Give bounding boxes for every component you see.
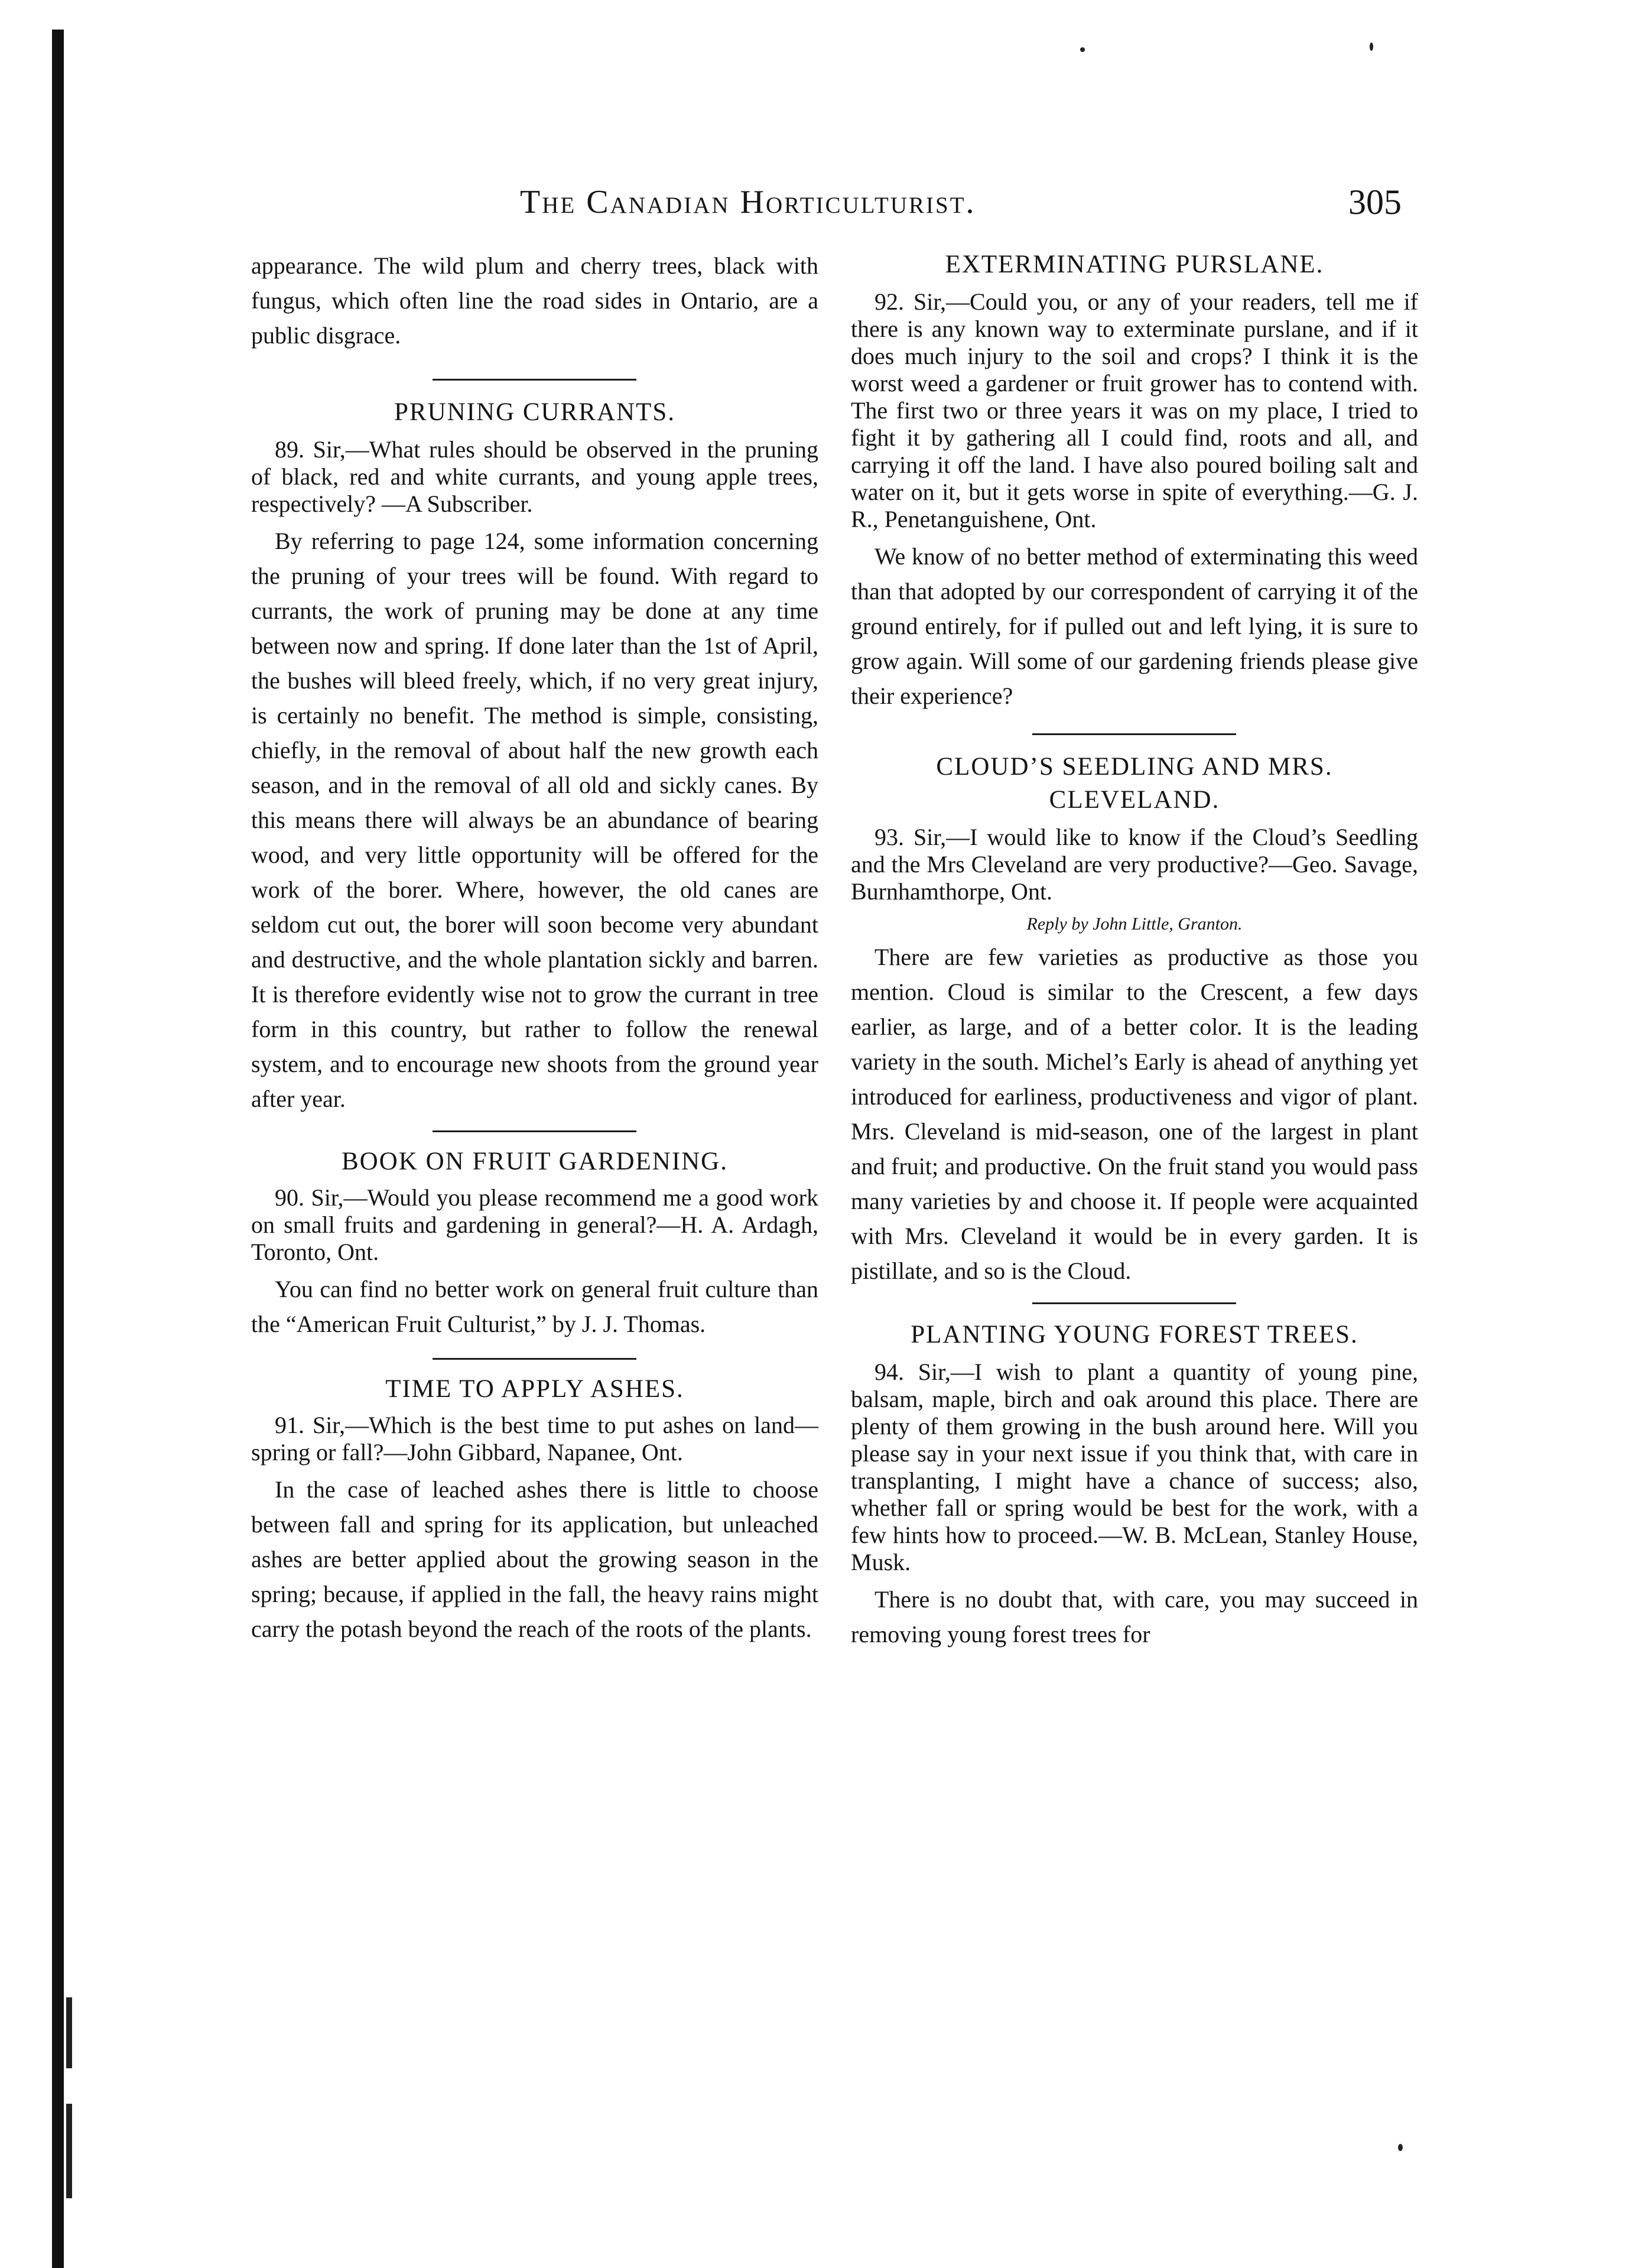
binding-edge [52, 30, 64, 2268]
section-heading: PRUNING CURRANTS. [394, 398, 675, 426]
reply-attribution: Reply by John Little, Granton. [1026, 914, 1243, 934]
query-letter: 89. Sir,—What rules should be observed in the pruning of black, red and white currants, and young apple trees, respectively? —A Subscriber. [251, 436, 818, 517]
answer-paragraph: In the case of leached ashes there is little to choose between fall and spring for its application, but unleached ashes are better applied about the growing season in the spring; because, if applied in the fall, the heavy rains might carry the potash beyond the reach of the roots of the plants. [251, 1476, 818, 1642]
answer-paragraph: There is no doubt that, with care, you may succeed in removing young forest trees for [851, 1586, 1418, 1648]
query-letter: 91. Sir,—Which is the best time to put ashes on land—spring or fall?—John Gibbard, Napanee, Ont. [251, 1412, 818, 1466]
query-letter: 94. Sir,—I wish to plant a quantity of young pine, balsam, maple, birch and oak around this place. There are plenty of them growing in the bush around here. Will you please say in your next issue if you think that, with care in transplanting, I might have a chance of success; also, whether fall or spring would be best for the work, with a few hints how to proceed.—W. B. McLean, Stanley House, Musk. [851, 1359, 1418, 1575]
answer-paragraph: There are few varieties as productive as those you mention. Cloud is similar to the Crescent, a few days earlier, as large, and of a better color. It is the leading variety in the south. Michel’s Early is ahead of anything yet introduced for earliness, productiveness and vigor of plant. Mrs. Cleveland is mid-season, one of the largest in plant and fruit; and productive. On the fruit stand you would pass many varieties by and choose it. If people were acquainted with Mrs. Cleveland it would be in every garden. It is pistillate, and so is the Cloud. [851, 944, 1418, 1284]
answer-paragraph: By referring to page 124, some information concerning the pruning of your trees will be found. With regard to currants, the work of pruning may be done at any time between now and spring. If done later than the 1st of April, the bushes will bleed freely, which, if no very great injury, is certainly no benefit. The method is simple, consisting, chiefly, in the removal of about half the new growth each season, and in the removal of all old and sickly canes. By this means there will always be an abundance of bearing wood, and very little opportunity will be offered for the work of the borer. Where, however, the old canes are seldom cut out, the borer will soon become very abundant and destructive, and the whole plantation sickly and barren. It is therefore evidently wise not to grow the currant in tree form in this country, but rather to follow the renewal system, and to encourage new shoots from the ground year after year. [251, 528, 818, 1112]
answer-paragraph: You can find no better work on general fruit culture than the “American Fruit Culturist,” by J. J. Thomas. [251, 1276, 818, 1337]
ink-speck [1080, 47, 1085, 52]
section-heading: BOOK ON FRUIT GARDENING. [342, 1148, 728, 1175]
section-divider [433, 1130, 636, 1132]
section-divider [1032, 733, 1236, 735]
ink-speck [1398, 2144, 1403, 2151]
left-column [251, 248, 818, 1646]
section-divider [433, 1358, 636, 1360]
binding-fragment [66, 1997, 72, 2068]
intro-paragraph: appearance. The wild plum and cherry trees, black with fungus, which often line the road sides in Ontario, are a public disgrace. [251, 252, 818, 349]
query-letter: 92. Sir,—Could you, or any of your readers, tell me if there is any known way to exterminate purslane, and if it does much injury to the soil and crops? I think it is the worst weed a gardener or fruit grower has to contend with. The first two or three years it was on my place, I tried to fight it by gathering all I could find, roots and all, and carrying it off the land. I have also poured boiling salt and water on it, but it gets worse in spite of everything.—G. J. R., Penetanguishene, Ont. [851, 288, 1418, 532]
ink-speck [1370, 43, 1373, 51]
binding-fragment [66, 2104, 72, 2198]
right-column [851, 248, 1418, 1652]
section-heading: CLOUD’S SEEDLING AND MRS. CLEVELAND. [936, 753, 1333, 814]
section-divider [1032, 1302, 1236, 1304]
query-letter: 90. Sir,—Would you please recommend me a good work on small fruits and gardening in general?—H. A. Ardagh, Toronto, Ont. [251, 1184, 818, 1265]
query-letter: 93. Sir,—I would like to know if the Cloud’s Seedling and the Mrs Cleveland are very productive?—Geo. Savage, Burnhamthorpe, Ont. [851, 824, 1418, 905]
section-heading: TIME TO APPLY ASHES. [385, 1375, 684, 1403]
section-divider [433, 379, 636, 381]
answer-paragraph: We know of no better method of exterminating this weed than that adopted by our correspondent of carrying it of the ground entirely, for if pulled out and left lying, it is sure to grow again. Will some of our gardening friends please give their experience? [851, 543, 1418, 709]
section-heading: EXTERMINATING PURSLANE. [945, 251, 1324, 278]
page-header [0, 177, 1632, 230]
page-number: 305 [1348, 183, 1402, 222]
section-heading: PLANTING YOUNG FOREST TREES. [911, 1321, 1358, 1349]
running-title: The Canadian Horticulturist. [520, 184, 976, 220]
